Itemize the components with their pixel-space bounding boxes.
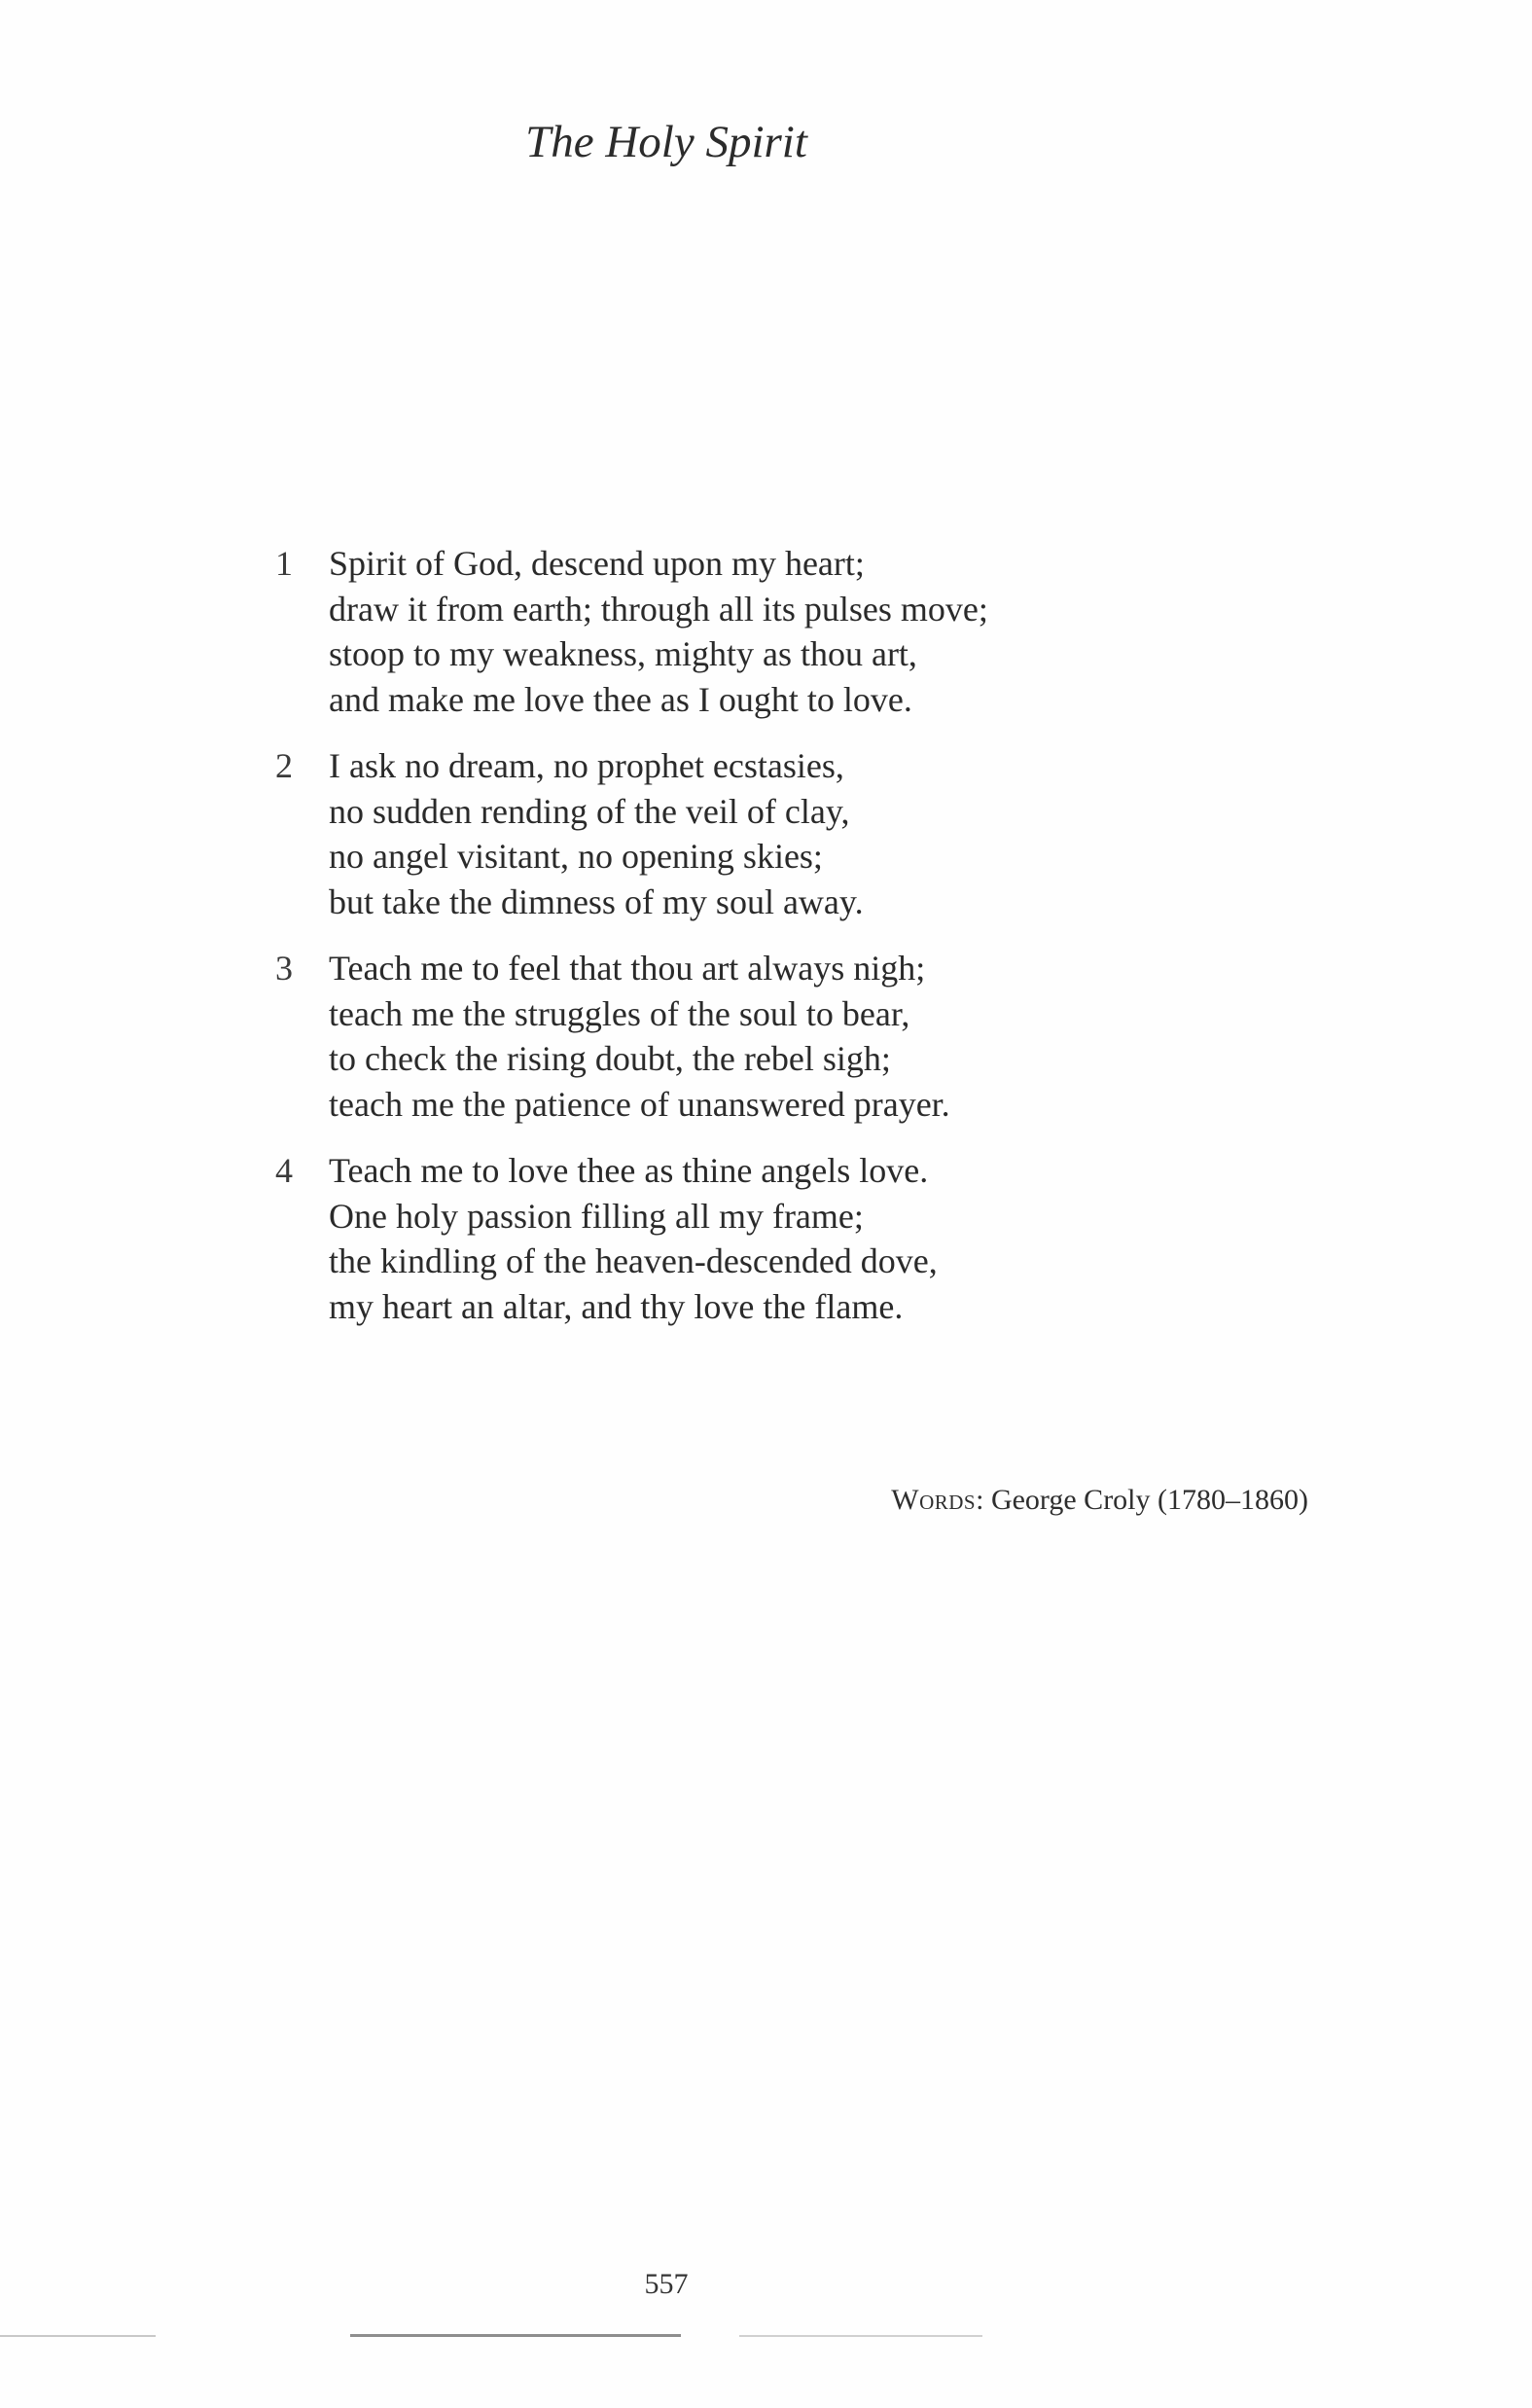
verse-line: to check the rising doubt, the rebel sigh;	[329, 1039, 891, 1078]
bottom-edge-rule	[739, 2335, 982, 2337]
verse-line: Teach me to feel that thou art always nigh;	[329, 949, 926, 988]
verse-line: Teach me to love thee as thine angels love.	[329, 1151, 929, 1190]
bottom-edge-rule	[0, 2335, 156, 2337]
stanza-lines	[329, 1148, 1194, 1329]
attribution-label: Words	[891, 1484, 977, 1516]
bottom-edge-rule	[350, 2334, 681, 2337]
stanza-lines	[329, 541, 1194, 722]
verse-line: no angel visitant, no opening skies;	[329, 837, 823, 876]
verse-line: no sudden rending of the veil of clay,	[329, 791, 850, 831]
section-title: The Holy Spirit	[525, 117, 807, 167]
attribution-separator: :	[976, 1484, 991, 1516]
verse-line: my heart an altar, and thy love the flame.	[329, 1286, 904, 1326]
verse-line: but take the dimness of my soul away.	[329, 881, 864, 921]
hymn-text	[270, 541, 1194, 1350]
page-number: 557	[644, 2268, 689, 2300]
verse-line: teach me the struggles of the soul to bear,	[329, 993, 910, 1033]
stanza-number: 2	[275, 746, 293, 785]
verse-line: One holy passion filling all my frame;	[329, 1196, 864, 1236]
stanza-lines	[329, 946, 1194, 1127]
stanza-4	[270, 1148, 1194, 1329]
stanza-1	[270, 541, 1194, 722]
stanza-number: 3	[275, 949, 293, 988]
verse-line: and make me love thee as I ought to love.	[329, 679, 912, 719]
stanza-2	[270, 743, 1194, 924]
verse-line: the kindling of the heaven-descended dove,	[329, 1241, 938, 1280]
attribution-author: George Croly (1780–1860)	[990, 1484, 1308, 1516]
stanza-lines	[329, 743, 1194, 924]
verse-line: I ask no dream, no prophet ecstasies,	[329, 746, 844, 785]
verse-line: teach me the patience of unanswered prayer.	[329, 1084, 950, 1124]
stanza-3	[270, 946, 1194, 1127]
verse-line: draw it from earth; through all its pulses move;	[329, 589, 988, 629]
stanza-number: 4	[275, 1151, 293, 1190]
verse-line: Spirit of God, descend upon my heart;	[329, 544, 865, 583]
verse-line: stoop to my weakness, mighty as thou art,	[329, 634, 917, 673]
stanza-number: 1	[275, 544, 293, 583]
words-attribution	[891, 1481, 1308, 1520]
